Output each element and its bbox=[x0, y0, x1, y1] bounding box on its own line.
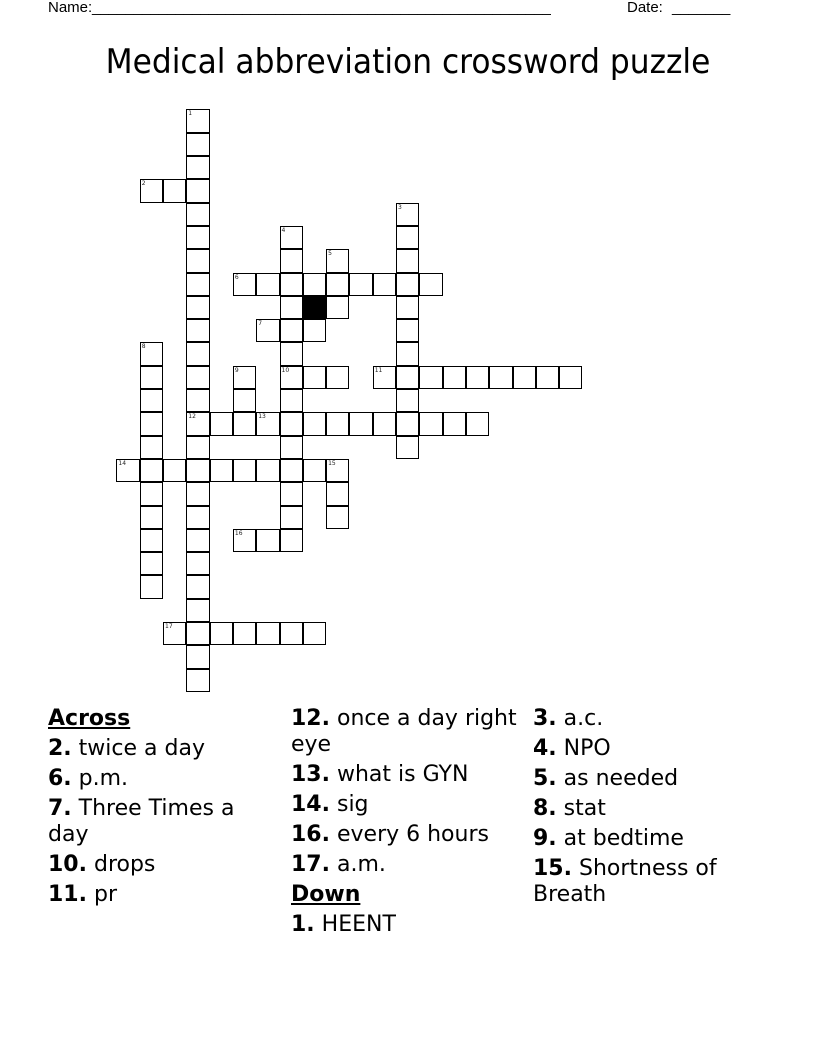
grid-cell[interactable] bbox=[186, 575, 209, 598]
clue-number-label: 5 bbox=[328, 250, 332, 258]
date-field[interactable]: _______ bbox=[672, 0, 731, 16]
grid-cell[interactable] bbox=[349, 412, 372, 435]
grid-cell[interactable] bbox=[186, 249, 209, 272]
grid-cell[interactable] bbox=[396, 366, 419, 389]
clue-number: 3. bbox=[533, 706, 557, 731]
grid-cell[interactable] bbox=[140, 506, 163, 529]
grid-cell[interactable] bbox=[513, 366, 536, 389]
grid-cell[interactable] bbox=[326, 296, 349, 319]
grid-cell[interactable] bbox=[140, 459, 163, 482]
grid-cell[interactable] bbox=[396, 342, 419, 365]
clue-number: 13. bbox=[291, 762, 330, 787]
grid-cell[interactable] bbox=[186, 669, 209, 692]
grid-cell[interactable] bbox=[280, 342, 303, 365]
grid-cell[interactable] bbox=[256, 459, 279, 482]
clue-text: as needed bbox=[556, 766, 679, 791]
grid-cell[interactable] bbox=[163, 179, 186, 202]
grid-cell[interactable] bbox=[326, 506, 349, 529]
grid-cell[interactable] bbox=[396, 412, 419, 435]
grid-cell[interactable] bbox=[396, 249, 419, 272]
grid-cell[interactable] bbox=[373, 366, 396, 389]
grid-cell[interactable] bbox=[140, 529, 163, 552]
grid-cell[interactable] bbox=[303, 622, 326, 645]
grid-cell[interactable] bbox=[186, 109, 209, 132]
grid-cell[interactable] bbox=[140, 366, 163, 389]
clue-text: HEENT bbox=[314, 912, 396, 937]
clue-text: a.m. bbox=[329, 852, 386, 877]
grid-cell[interactable] bbox=[256, 273, 279, 296]
grid-cell[interactable] bbox=[280, 506, 303, 529]
grid-cell[interactable] bbox=[140, 436, 163, 459]
grid-cell[interactable] bbox=[280, 389, 303, 412]
grid-cell[interactable] bbox=[326, 273, 349, 296]
grid-cell[interactable] bbox=[186, 133, 209, 156]
grid-cell[interactable] bbox=[419, 366, 442, 389]
clue-number: 4. bbox=[533, 736, 557, 761]
black-cell bbox=[303, 296, 326, 319]
grid-cell[interactable] bbox=[419, 273, 442, 296]
grid-cell[interactable] bbox=[210, 459, 233, 482]
clue-number: 10. bbox=[48, 852, 87, 877]
grid-cell[interactable] bbox=[396, 389, 419, 412]
grid-cell[interactable] bbox=[280, 249, 303, 272]
clue-number: 12. bbox=[291, 706, 330, 731]
clue-down-5 bbox=[533, 764, 763, 794]
clue-number: 17. bbox=[291, 852, 330, 877]
grid-cell[interactable] bbox=[140, 389, 163, 412]
grid-cell[interactable] bbox=[186, 459, 209, 482]
grid-cell[interactable] bbox=[280, 482, 303, 505]
clue-number-label: 15 bbox=[328, 459, 336, 467]
clue-number-label: 7 bbox=[258, 320, 263, 328]
clue-down-15 bbox=[533, 854, 763, 910]
grid-cell[interactable] bbox=[280, 436, 303, 459]
clue-across-14 bbox=[291, 790, 521, 820]
grid-cell[interactable] bbox=[256, 412, 279, 435]
grid-cell[interactable] bbox=[140, 575, 163, 598]
grid-cell[interactable] bbox=[326, 482, 349, 505]
grid-cell[interactable] bbox=[303, 319, 326, 342]
grid-cell[interactable] bbox=[140, 552, 163, 575]
grid-cell[interactable] bbox=[256, 319, 279, 342]
grid-cell[interactable] bbox=[233, 412, 256, 435]
clues-column-2 bbox=[291, 704, 521, 940]
grid-cell[interactable] bbox=[466, 366, 489, 389]
clue-text: drops bbox=[86, 852, 156, 877]
clue-number-label: 1 bbox=[188, 110, 193, 118]
clues-column-3 bbox=[533, 704, 763, 910]
grid-cell[interactable] bbox=[280, 319, 303, 342]
grid-cell[interactable] bbox=[186, 622, 209, 645]
grid-cell[interactable] bbox=[396, 203, 419, 226]
grid-cell[interactable] bbox=[466, 412, 489, 435]
grid-cell[interactable] bbox=[536, 366, 559, 389]
grid-cell[interactable] bbox=[163, 459, 186, 482]
clue-number-label: 8 bbox=[141, 343, 146, 351]
grid-cell[interactable] bbox=[233, 389, 256, 412]
clue-across-11 bbox=[48, 880, 278, 910]
name-label: Name: bbox=[48, 0, 93, 16]
grid-cell[interactable] bbox=[326, 459, 349, 482]
grid-cell[interactable] bbox=[210, 622, 233, 645]
grid-cell[interactable] bbox=[186, 342, 209, 365]
clue-across-13 bbox=[291, 760, 521, 790]
grid-cell[interactable] bbox=[280, 296, 303, 319]
clue-text: twice a day bbox=[71, 736, 205, 761]
grid-cell[interactable] bbox=[163, 622, 186, 645]
clue-across-16 bbox=[291, 820, 521, 850]
across-heading: Across bbox=[48, 706, 131, 731]
clue-number-label: 14 bbox=[118, 459, 127, 467]
grid-cell[interactable] bbox=[186, 273, 209, 296]
grid-cell[interactable] bbox=[140, 179, 163, 202]
grid-cell[interactable] bbox=[186, 296, 209, 319]
grid-cell[interactable] bbox=[186, 599, 209, 622]
clue-number: 11. bbox=[48, 882, 87, 907]
clue-number-label: 16 bbox=[234, 529, 243, 537]
grid-cell[interactable] bbox=[396, 226, 419, 249]
grid-cell[interactable] bbox=[373, 273, 396, 296]
clue-number: 14. bbox=[291, 792, 330, 817]
clue-down-3 bbox=[533, 704, 763, 734]
grid-cell[interactable] bbox=[303, 412, 326, 435]
clue-text: sig bbox=[329, 792, 369, 817]
clue-text: p.m. bbox=[71, 766, 129, 791]
clue-text: a.c. bbox=[556, 706, 604, 731]
grid-cell[interactable] bbox=[280, 529, 303, 552]
clue-number-label: 9 bbox=[234, 366, 239, 374]
clue-across-10 bbox=[48, 850, 278, 880]
clue-text: Shortness of Breath bbox=[533, 856, 717, 907]
clue-across-12 bbox=[291, 704, 521, 760]
clue-number: 6. bbox=[48, 766, 72, 791]
grid-cell[interactable] bbox=[559, 366, 582, 389]
clue-number: 1. bbox=[291, 912, 315, 937]
grid-cell[interactable] bbox=[303, 459, 326, 482]
clue-number: 7. bbox=[48, 796, 72, 821]
grid-cell[interactable] bbox=[140, 342, 163, 365]
grid-cell[interactable] bbox=[303, 273, 326, 296]
grid-cell[interactable] bbox=[443, 412, 466, 435]
down-heading: Down bbox=[291, 882, 361, 907]
clue-number-label: 11 bbox=[374, 366, 383, 374]
grid-cell[interactable] bbox=[186, 645, 209, 668]
grid-cell[interactable] bbox=[396, 436, 419, 459]
clue-across-7 bbox=[48, 794, 278, 850]
clue-number-label: 17 bbox=[165, 623, 173, 630]
grid-cell[interactable] bbox=[186, 436, 209, 459]
clue-down-9 bbox=[533, 824, 763, 854]
grid-cell[interactable] bbox=[419, 412, 442, 435]
clue-number-label: 2 bbox=[141, 180, 146, 188]
clue-number: 15. bbox=[533, 856, 572, 881]
clue-across-17 bbox=[291, 850, 521, 880]
grid-cell[interactable] bbox=[186, 366, 209, 389]
clue-number: 5. bbox=[533, 766, 557, 791]
grid-cell[interactable] bbox=[233, 459, 256, 482]
grid-cell[interactable] bbox=[326, 412, 349, 435]
grid-cell[interactable] bbox=[186, 156, 209, 179]
clue-text: every 6 hours bbox=[329, 822, 489, 847]
clue-number-label: 12 bbox=[188, 413, 196, 421]
clue-number: 16. bbox=[291, 822, 330, 847]
grid-cell[interactable] bbox=[443, 366, 466, 389]
grid-cell[interactable] bbox=[326, 249, 349, 272]
grid-cell[interactable] bbox=[186, 389, 209, 412]
clue-text: pr bbox=[86, 882, 117, 907]
grid-cell[interactable] bbox=[186, 203, 209, 226]
clue-number: 2. bbox=[48, 736, 72, 761]
grid-cell[interactable] bbox=[256, 529, 279, 552]
name-field[interactable]: _______________________________________________________ bbox=[92, 0, 551, 16]
clue-number: 9. bbox=[533, 826, 557, 851]
grid-cell[interactable] bbox=[349, 273, 372, 296]
clue-text: once a day right eye bbox=[291, 706, 517, 757]
grid-cell[interactable] bbox=[233, 273, 256, 296]
clues-column-1 bbox=[48, 704, 278, 910]
grid-cell[interactable] bbox=[186, 552, 209, 575]
page-title: Medical abbreviation crossword puzzle bbox=[105, 42, 711, 82]
name-date-header bbox=[48, 0, 748, 20]
grid-cell[interactable] bbox=[396, 319, 419, 342]
grid-cell[interactable] bbox=[140, 412, 163, 435]
clue-across-6 bbox=[48, 764, 278, 794]
grid-cell[interactable] bbox=[186, 179, 209, 202]
clue-down-1 bbox=[291, 910, 521, 940]
clue-number: 8. bbox=[533, 796, 557, 821]
clue-across-2 bbox=[48, 734, 278, 764]
grid-cell[interactable] bbox=[186, 482, 209, 505]
clue-number-label: 3 bbox=[398, 203, 402, 211]
grid-cell[interactable] bbox=[233, 366, 256, 389]
clue-text: stat bbox=[556, 796, 606, 821]
grid-cell[interactable] bbox=[186, 412, 209, 435]
grid-cell[interactable] bbox=[186, 226, 209, 249]
grid-cell[interactable] bbox=[396, 273, 419, 296]
clue-number-label: 10 bbox=[281, 366, 290, 374]
clue-number-label: 6 bbox=[234, 273, 239, 281]
grid-cell[interactable] bbox=[140, 482, 163, 505]
grid-cell[interactable] bbox=[256, 622, 279, 645]
grid-cell[interactable] bbox=[280, 459, 303, 482]
grid-cell[interactable] bbox=[303, 366, 326, 389]
grid-cell[interactable] bbox=[186, 506, 209, 529]
grid-cell[interactable] bbox=[116, 459, 139, 482]
clue-number-label: 4 bbox=[281, 226, 286, 234]
grid-cell[interactable] bbox=[233, 529, 256, 552]
grid-cell[interactable] bbox=[280, 273, 303, 296]
grid-cell[interactable] bbox=[186, 319, 209, 342]
grid-cell[interactable] bbox=[233, 622, 256, 645]
grid-cell[interactable] bbox=[280, 412, 303, 435]
grid-cell[interactable] bbox=[396, 296, 419, 319]
date-label: Date: bbox=[627, 0, 663, 16]
clue-text: Three Times a day bbox=[48, 796, 235, 847]
grid-cell[interactable] bbox=[489, 366, 512, 389]
grid-cell[interactable] bbox=[280, 622, 303, 645]
clue-down-4 bbox=[533, 734, 763, 764]
grid-cell[interactable] bbox=[373, 412, 396, 435]
clue-number-label: 13 bbox=[258, 413, 266, 421]
clue-text: what is GYN bbox=[329, 762, 469, 787]
clue-text: at bedtime bbox=[556, 826, 684, 851]
grid-cell[interactable] bbox=[210, 412, 233, 435]
clue-down-8 bbox=[533, 794, 763, 824]
grid-cell[interactable] bbox=[186, 529, 209, 552]
grid-cell[interactable] bbox=[280, 226, 303, 249]
grid-cell[interactable] bbox=[280, 366, 303, 389]
clue-text: NPO bbox=[556, 736, 611, 761]
grid-cell[interactable] bbox=[326, 366, 349, 389]
